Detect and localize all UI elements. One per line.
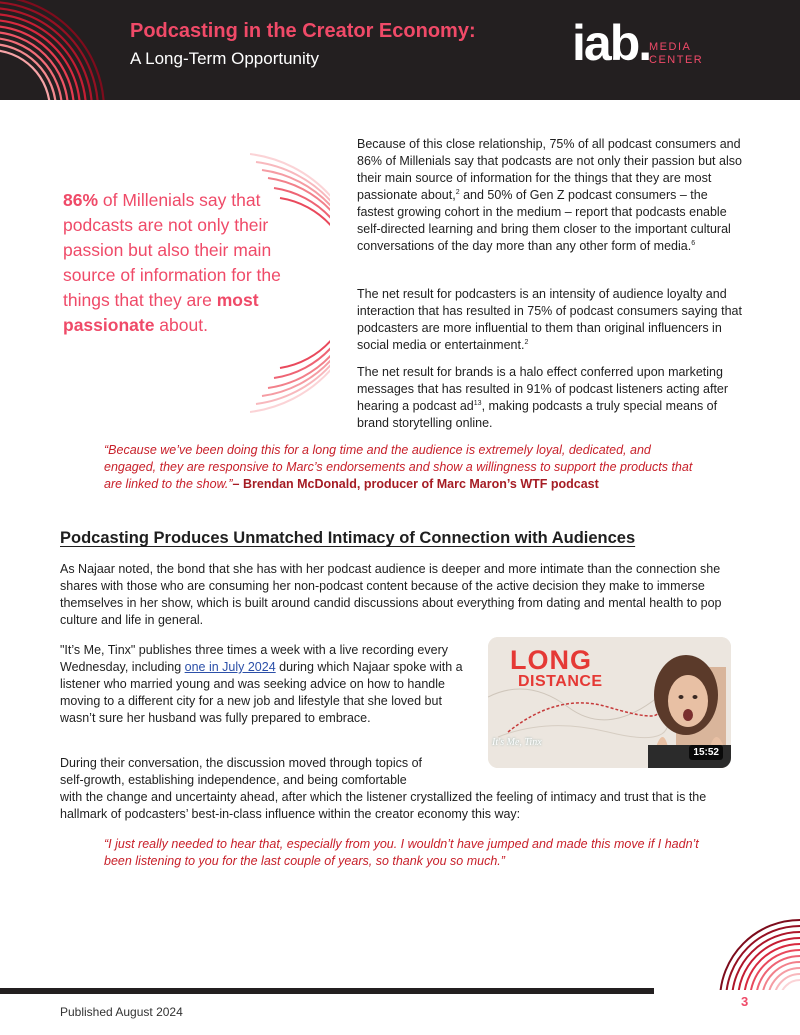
published-date: Published August 2024 (60, 1005, 183, 1019)
header-title: Podcasting in the Creator Economy: (130, 20, 476, 42)
episode-video-thumbnail[interactable] (488, 637, 731, 768)
paragraph-close-relationship: Because of this close relationship, 75% of all podcast consumers and 86% of Millenials say that podcasts are not only their passion but also their main source of information for the things that they are most passionate about,$^2$ and 50% of Gen Z podcast consumers – the fastest growing cohort in the medium – report that podcasts enable self-directed learning and bring them closer to the important cultural conversations of the day more than any other form of media.$^6$ (357, 137, 742, 253)
pull-quote-stat: 86% (63, 190, 99, 210)
listener-quote: “I just really needed to hear that, especially from you. I wouldn’t have jumped and made this move if I hadn’t been listening to you for the last couple of years, so thank you so much.” (104, 837, 699, 868)
paragraph-brands-result: The net result for brands is a halo effect conferred upon marketing messages that has resulted in 91% of podcast listeners acting after hearing a podcast $ad^{13}$, making podcasts a truly special means of brand storytelling online. (357, 365, 729, 430)
page-header: Podcasting in the Creator Economy: A Long-Term Opportunity iab. MEDIA CENTER (0, 0, 800, 100)
header-subtitle: A Long-Term Opportunity (130, 49, 319, 68)
pull-quote: 86% of Millenials say that podcasts are not only their passion but also their main source of information for the things that they are most passionate about. (63, 190, 281, 335)
july-2024-episode-link[interactable]: one in July 2024 (184, 660, 276, 674)
paragraph-najaar-bond: As Najaar noted, the bond that she has with her podcast audience is deeper and more intimate than the connection she shares with those who are consuming her non-podcast content because of the active decision they make to immerse themselves in her show, which is built around candid discussions about everything from dating and mental health to pop culture and life in general. (60, 562, 722, 627)
header-arcs-decoration (0, 0, 120, 100)
paragraph-its-me-tinx: "It’s Me, Tinx" publishes three times a week with a live recording every Wednesday, including one in July 2024 during which Najaar spoke with a listener who married young and was seeking advice on how to handle moving to a different city for a new job and lifestyle that she loved but wasn’t sure her husband was fully prepared to embrace. (60, 643, 463, 725)
footer-arcs-decoration (640, 910, 800, 990)
paragraph-podcasters-result: The net result for podcasters is an intensity of audience loyalty and interaction that has resulted in 75% of podcast consumers saying that podcasters are more influential to them than original influencers in social media or entertainment.$^2$ (357, 287, 742, 352)
video-duration-badge: 15:52 (689, 745, 723, 760)
quote-attribution: – Brendan McDonald, producer of Marc Maron’s WTF podcast (232, 477, 599, 491)
section-heading: Podcasting Produces Unmatched Intimacy of Connection with Audiences (60, 529, 636, 547)
thumbnail-watermark: It's Me, Tinx (492, 737, 542, 748)
thumbnail-title-distance: DISTANCE (518, 673, 603, 690)
page-number: 3 (741, 994, 749, 1009)
footer-bar (0, 988, 654, 994)
paragraph-conversation: During their conversation, the discussion moved through topics of self-growth, establishing independence, and being comfortable with the change and uncertainty ahead, after which the listener crystallized the feeling of intimacy and trust that is the hallmark of podcasters’ best-in-class influence within the creator economy this way: (60, 756, 707, 821)
thumbnail-title-long: LONG (510, 645, 592, 675)
mcdonald-quote: “Because we’ve been doing this for a long time and the audience is extremely loyal, dedicated, and engaged, they are responsive to Marc’s endorsements and show a willingness to support the products that are linked to the show.”– Brendan McDonald, producer of Marc Maron’s WTF podcast (104, 443, 693, 491)
